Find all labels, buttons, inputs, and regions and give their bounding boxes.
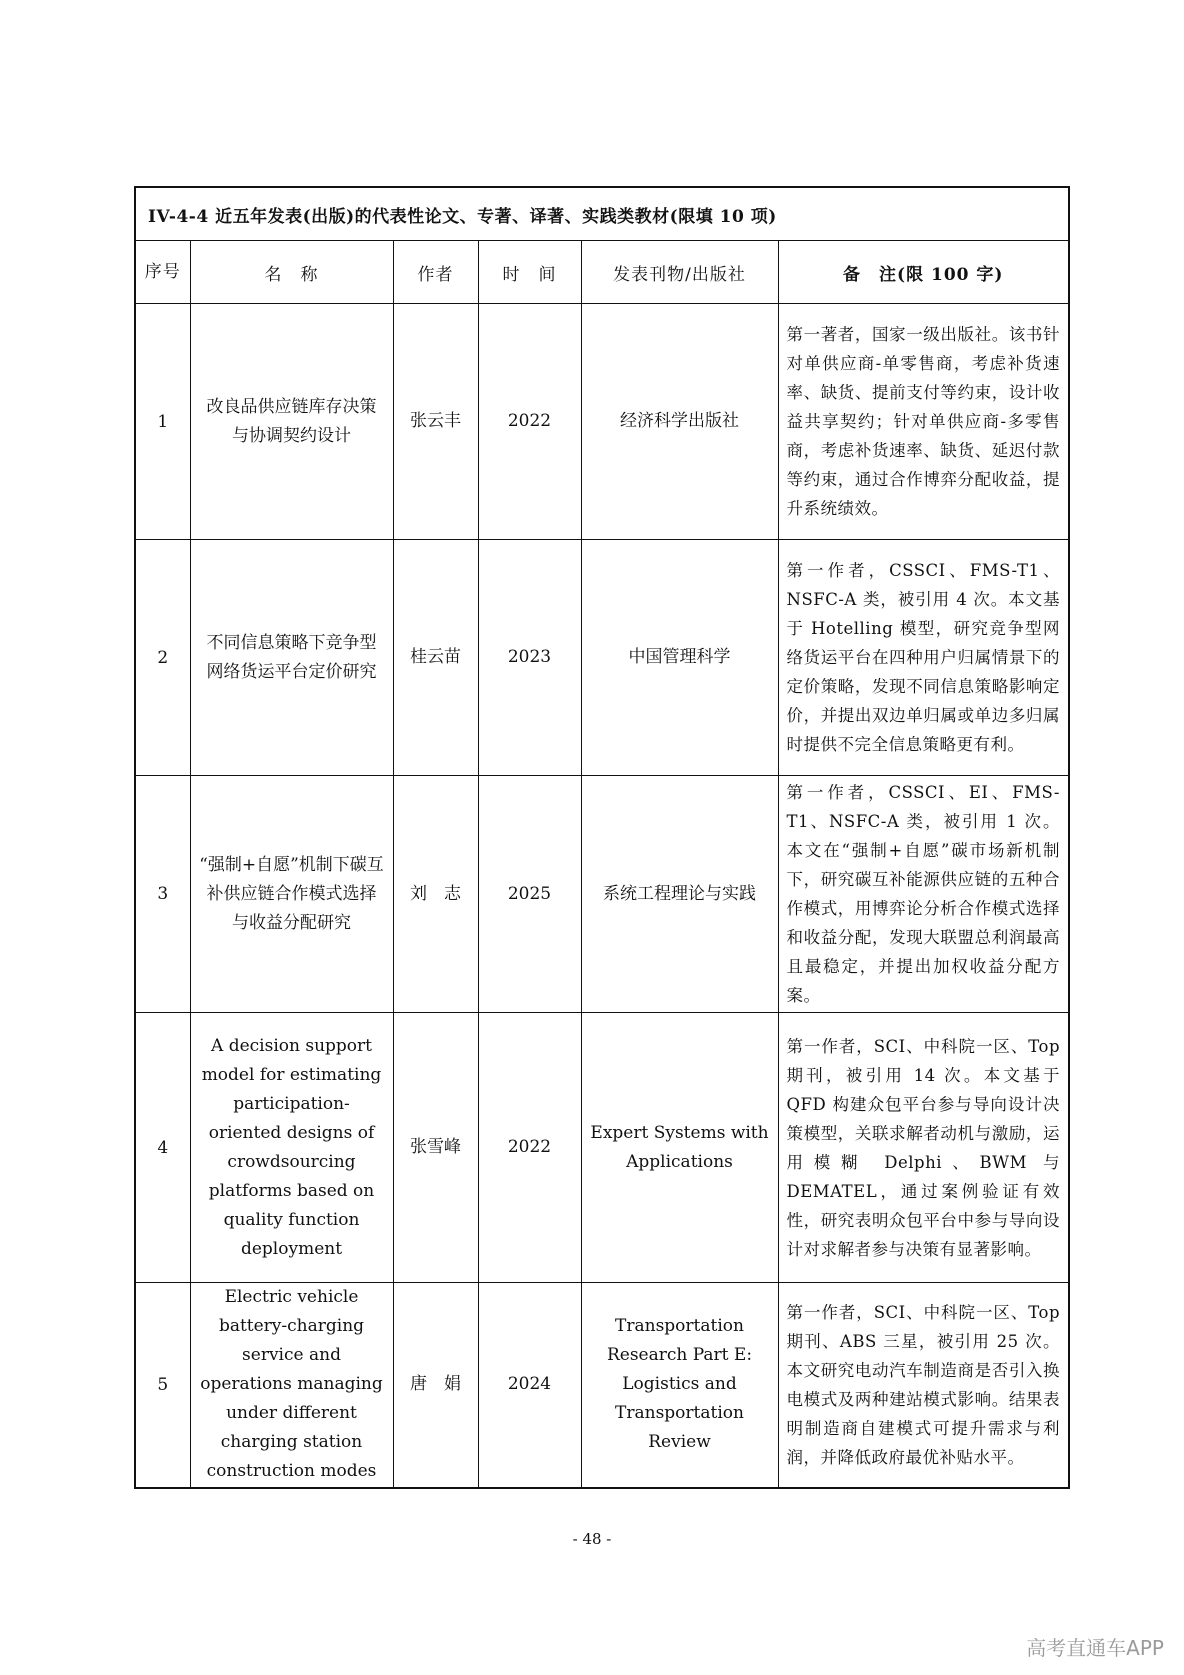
row-index: 2	[135, 540, 190, 776]
row-year: 2023	[478, 540, 581, 776]
table-row	[135, 776, 1069, 1013]
row-note: 第一作者，SCI、中科院一区、Top 期刊、ABS 三星，被引用 25 次。本文研究电动汽车制造商是否引入换电模式及两种建站模式影响。结果表明制造商自建模式可提升需求与利润，并降低政府最优补贴水平。	[778, 1283, 1069, 1488]
table-row	[135, 540, 1069, 776]
row-note: 第一作者，CSSCI、EI、FMS-T1、NSFC-A 类，被引用 1 次。本文在“强制+自愿”碳市场新机制下，研究碳互补能源供应链的五种合作模式，用博弈论分析合作模式选择和收益分配，发现大联盟总利润最高且最稳定，并提出加权收益分配方案。	[778, 776, 1069, 1013]
header-publisher: 发表刊物/出版社	[581, 241, 778, 304]
row-note: 第一作者，SCI、中科院一区、Top 期刊，被引用 14 次。本文基于 QFD 构建众包平台参与导向设计决策模型，关联求解者动机与激励，运用模糊 Delphi、BWM 与 DEMATEL，通过案例验证有效性，研究表明众包平台中参与导向设计对求解者参与决策有显著影响。	[778, 1013, 1069, 1283]
table-row	[135, 304, 1069, 540]
header-seq: 序号	[135, 241, 190, 304]
row-author: 张雪峰	[393, 1013, 478, 1283]
row-name: A decision support model for estimating participation-oriented designs of crowdsourcing platforms based on quality function deployment	[190, 1013, 393, 1283]
row-author: 张云丰	[393, 304, 478, 540]
row-author: 桂云苗	[393, 540, 478, 776]
row-note: 第一著者，国家一级出版社。该书针对单供应商-单零售商，考虑补货速率、缺货、提前支付等约束，设计收益共享契约；针对单供应商-多零售商，考虑补货速率、缺货、延迟付款等约束，通过合作博弈分配收益，提升系统绩效。	[778, 304, 1069, 540]
row-index: 4	[135, 1013, 190, 1283]
row-index: 3	[135, 776, 190, 1013]
page-number: - 48 -	[572, 1530, 612, 1548]
table-row	[135, 1013, 1069, 1283]
header-author: 作者	[393, 241, 478, 304]
row-author: 刘 志	[393, 776, 478, 1013]
row-year: 2025	[478, 776, 581, 1013]
section-title: IV-4-4 近五年发表(出版)的代表性论文、专著、译著、实践类教材(限填 10 项)	[135, 187, 1069, 241]
table-header-row	[135, 241, 1069, 304]
row-name: “强制+自愿”机制下碳互补供应链合作模式选择与收益分配研究	[190, 776, 393, 1013]
row-publisher: Transportation Research Part E: Logistics and Transportation Review	[581, 1283, 778, 1488]
row-year: 2024	[478, 1283, 581, 1488]
row-year: 2022	[478, 1013, 581, 1283]
header-time: 时 间	[478, 241, 581, 304]
row-publisher: 经济科学出版社	[581, 304, 778, 540]
row-publisher: Expert Systems with Applications	[581, 1013, 778, 1283]
row-publisher: 系统工程理论与实践	[581, 776, 778, 1013]
header-name: 名 称	[190, 241, 393, 304]
row-name: 不同信息策略下竞争型网络货运平台定价研究	[190, 540, 393, 776]
row-year: 2022	[478, 304, 581, 540]
table-row	[135, 1283, 1069, 1488]
row-note: 第一作者，CSSCI、FMS-T1、NSFC-A 类，被引用 4 次。本文基于 Hotelling 模型，研究竞争型网络货运平台在四种用户归属情景下的定价策略，发现不同信息策略影响定价，并提出双边单归属或单边多归属时提供不完全信息策略更有利。	[778, 540, 1069, 776]
row-author: 唐 娟	[393, 1283, 478, 1488]
header-note: 备 注(限 100 字)	[778, 241, 1069, 304]
row-index: 5	[135, 1283, 190, 1488]
row-publisher: 中国管理科学	[581, 540, 778, 776]
watermark: 高考直通车APP	[1026, 1636, 1164, 1660]
row-index: 1	[135, 304, 190, 540]
row-name: 改良品供应链库存决策与协调契约设计	[190, 304, 393, 540]
publications-table	[134, 186, 1070, 1489]
row-name: Electric vehicle battery-charging service and operations managing under different charging station construction modes	[190, 1283, 393, 1488]
